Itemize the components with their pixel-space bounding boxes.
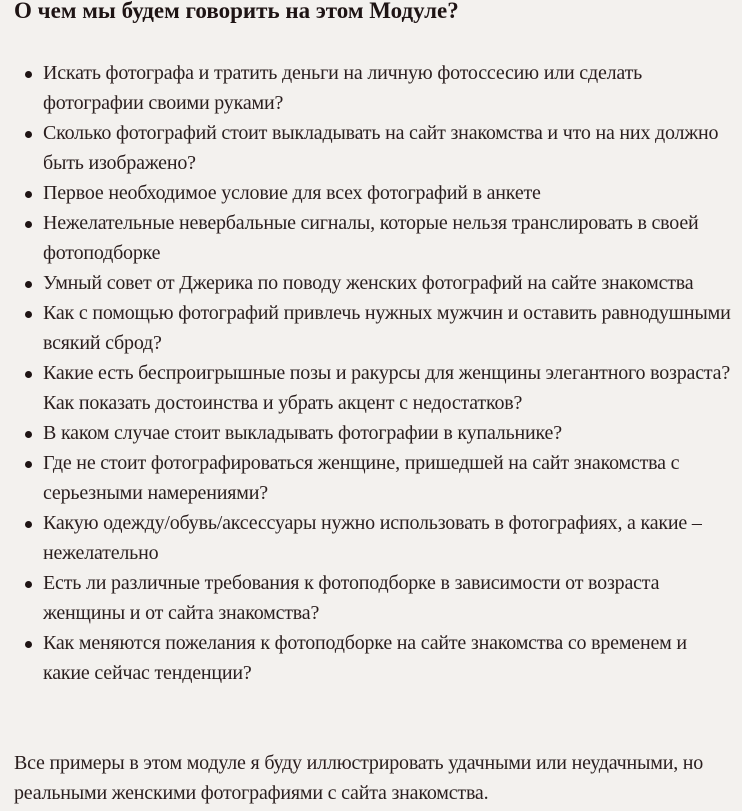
list-item [43,508,735,568]
list-item [43,58,735,118]
list-item-text: Где не стоит фотографироваться женщине, пришедшей на сайт знакомства с серьезными намерениями? [43,452,680,504]
bullet-icon [25,221,32,228]
list-item [43,358,735,418]
bullet-icon [25,521,32,528]
topic-list [0,58,735,688]
list-item [43,208,735,268]
bullet-icon [25,641,32,648]
list-item [43,568,735,628]
list-item-text: Есть ли различные требования к фотоподборке в зависимости от возраста женщины и от сайта знакомства? [43,572,660,624]
bullet-icon [25,371,32,378]
list-item-text: Сколько фотографий стоит выкладывать на сайт знакомства и что на них должно быть изображено? [43,122,719,174]
list-item-text: Какие есть беспроигрышные позы и ракурсы для женщины элегантного возраста? Как показать достоинства и убрать акцент с недостатков? [43,362,731,414]
list-item-text: Как с помощью фотографий привлечь нужных мужчин и оставить равнодушными всякий сброд? [43,302,731,354]
list-item-text: В каком случае стоит выкладывать фотографии в купальнике? [43,422,562,444]
list-item [43,118,735,178]
bullet-icon [25,431,32,438]
bullet-icon [25,311,32,318]
list-item [43,418,735,448]
bullet-icon [25,71,32,78]
list-item [43,178,735,208]
bullet-icon [25,191,32,198]
list-item-text: Умный совет от Джерика по поводу женских фотографий на сайте знакомства [43,272,694,294]
bullet-icon [25,581,32,588]
list-item-text: Первое необходимое условие для всех фотографий в анкете [43,182,541,204]
section-heading: О чем мы будем говорить на этом Модуле? [14,0,459,23]
list-item [43,298,735,358]
list-item [43,628,735,688]
closing-paragraph: Все примеры в этом модуле я буду иллюстрировать удачными или неудачными, но реальными женскими фотографиями с сайта знакомства. [14,752,704,804]
list-item-text: Нежелательные невербальные сигналы, которые нельзя транслировать в своей фотоподборке [43,212,699,264]
list-item-text: Искать фотографа и тратить деньги на личную фотоссесию или сделать фотографии своими руками? [43,62,643,114]
bullet-icon [25,131,32,138]
bullet-icon [25,461,32,468]
list-item-text: Как меняются пожелания к фотоподборке на сайте знакомства со временем и какие сейчас тенденции? [43,632,687,684]
list-item [43,268,735,298]
list-item [43,448,735,508]
list-item-text: Какую одежду/обувь/аксессуары нужно использовать в фотографиях, а какие – нежелательно [43,512,702,564]
bullet-icon [25,281,32,288]
